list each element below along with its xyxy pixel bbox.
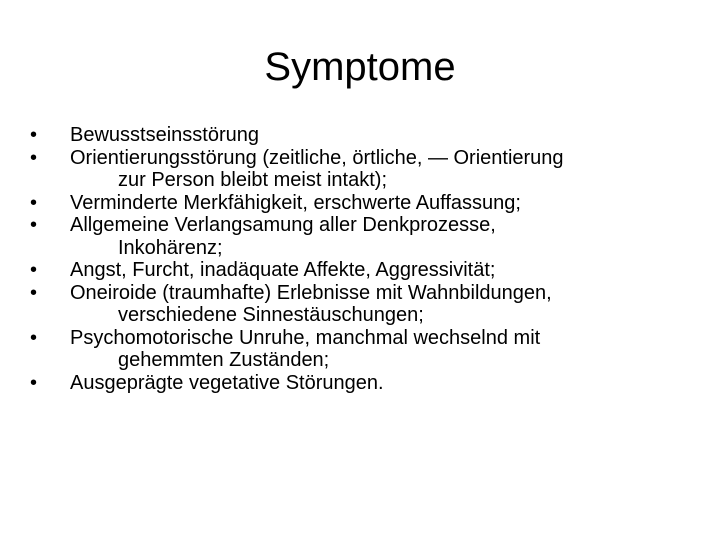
list-item-text: Orientierungsstörung (zeitliche, örtliche, — Orientierung (70, 146, 564, 169)
bullet-icon: • (30, 124, 38, 146)
list-item (30, 124, 690, 147)
list-item-text-continuation: gehemmten Zuständen; (118, 349, 330, 371)
list-item-text-continuation: zur Person bleibt meist intakt); (118, 169, 387, 191)
list-item-text-continuation: Inkohärenz; (118, 236, 223, 259)
bullet-icon: • (30, 281, 38, 304)
bullet-icon: • (30, 371, 38, 394)
list-item-text: Verminderte Merkfähigkeit, erschwerte Auffassung; (70, 191, 521, 214)
bullet-icon: • (30, 259, 38, 281)
slide-title: Symptome (264, 45, 456, 89)
list-item (30, 327, 690, 372)
list-item (30, 282, 690, 327)
list-item-text: Psychomotorische Unruhe, manchmal wechselnd mit (70, 326, 541, 349)
list-item-text-continuation: verschiedene Sinnestäuschungen; (118, 304, 424, 326)
bullet-icon: • (30, 191, 38, 214)
symptom-list (30, 124, 690, 394)
list-item (30, 259, 690, 282)
list-item-text: Ausgeprägte vegetative Störungen. (70, 371, 384, 394)
list-item (30, 214, 690, 259)
list-item-text: Bewusstseinsstörung (70, 124, 259, 146)
list-item (30, 372, 690, 395)
bullet-icon: • (30, 214, 38, 236)
list-item-text: Angst, Furcht, inadäquate Affekte, Aggressivität; (70, 259, 496, 281)
list-item-text: Oneiroide (traumhafte) Erlebnisse mit Wahnbildungen, (70, 281, 552, 304)
bullet-icon: • (30, 326, 38, 349)
list-item-text: Allgemeine Verlangsamung aller Denkprozesse, (70, 214, 496, 236)
list-item (30, 147, 690, 192)
list-item (30, 192, 690, 215)
bullet-icon: • (30, 146, 38, 169)
